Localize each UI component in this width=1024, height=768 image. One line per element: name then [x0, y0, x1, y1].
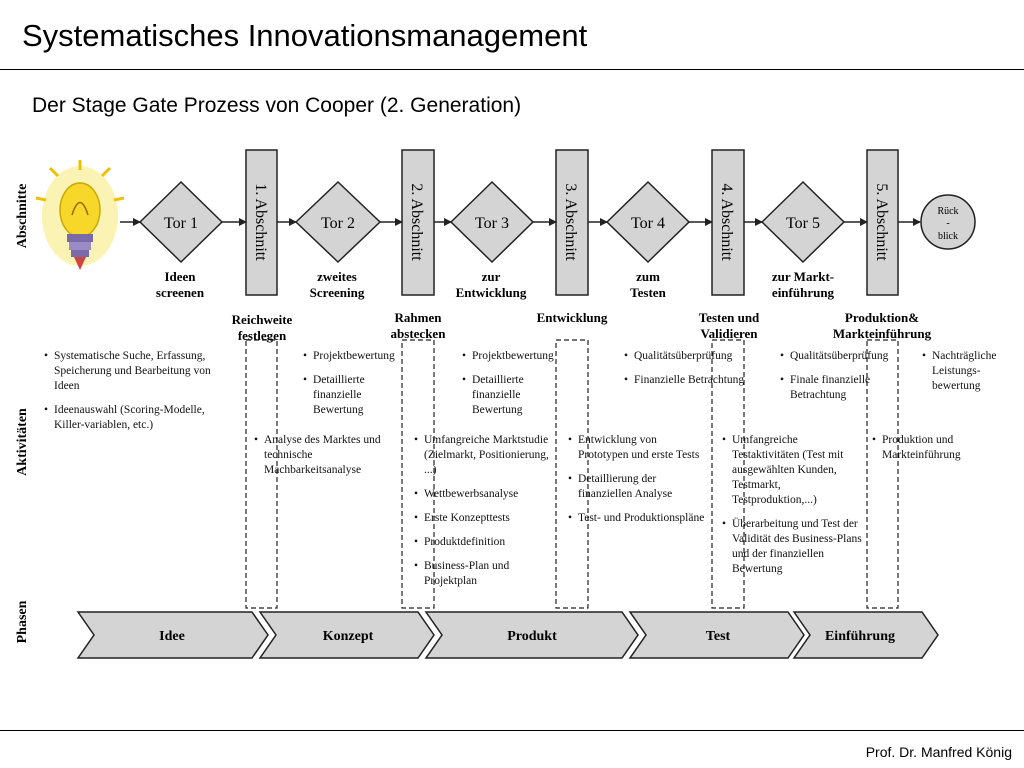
stage-3-name: Entwicklung [536, 310, 608, 325]
activity-item: • Umfangreiche Marktstudie (Zielmarkt, Positionierung, ...) [414, 433, 560, 478]
gate-2-label: Tor 2 [321, 215, 355, 232]
gate-5-label: Tor 5 [786, 215, 820, 232]
phase-label: Einführung [824, 629, 896, 644]
review-circle [921, 195, 975, 249]
activity-item: • Erste Konzepttests [414, 511, 560, 526]
lightbulb-icon [36, 160, 124, 270]
footer-author: Prof. Dr. Manfred König [865, 744, 1012, 760]
stage-4-name: Validieren [700, 326, 758, 341]
gate-4-caption: zum [636, 269, 660, 284]
activity-item: • Detaillierte finanzielle Bewertung [462, 373, 572, 418]
stage-2-activities [414, 433, 560, 598]
activity-item: • Finanzielle Betrachtung [624, 373, 770, 388]
stage-1-name: Reichweite [231, 312, 293, 327]
stage-2-name: Rahmen [394, 310, 442, 325]
stage-3-label: 3. Abschnitt [562, 183, 579, 261]
phase-einfuehrung [794, 612, 938, 658]
gate-4 [607, 182, 689, 300]
activity-item: • Qualitätsüberprüfung [780, 349, 900, 364]
gate-3-label: Tor 3 [475, 215, 509, 232]
activity-item: • Produktion und Markteinführung [872, 433, 1012, 463]
slide-subtitle: Der Stage Gate Prozess von Cooper (2. Generation) [32, 94, 522, 117]
activity-item: • Business-Plan und Projektplan [414, 559, 560, 589]
activity-item: • Finale finanzielle Betrachtung [780, 373, 900, 403]
gate-5 [762, 182, 844, 300]
phase-chevrons [78, 612, 938, 658]
gate-4-label: Tor 4 [631, 215, 665, 232]
phase-label: Konzept [322, 629, 374, 644]
activity-item: • Detaillierte finanzielle Bewertung [303, 373, 413, 418]
activity-item: • Detaillierung der finanziellen Analyse [568, 472, 708, 502]
gate-5-caption: einführung [771, 285, 835, 300]
gate-2-caption: zweites [317, 269, 357, 284]
gate-1 [140, 182, 222, 300]
stage-4-label: 4. Abschnitt [718, 183, 735, 261]
footer-divider [0, 730, 1024, 731]
stage-5-label: 5. Abschnitt [873, 183, 890, 261]
review-activities [922, 349, 1018, 403]
phase-produkt [426, 612, 638, 658]
phase-label: Produkt [507, 629, 557, 644]
gate-4-caption: Testen [630, 285, 666, 300]
activity-item: • Analyse des Marktes und technische Machbarkeitsanalyse [254, 433, 390, 478]
gate-3 [451, 182, 533, 300]
review-label: blick [938, 231, 958, 242]
stage-1-label: 1. Abschnitt [252, 183, 269, 261]
gate-4-activities [624, 349, 770, 397]
stage-3-activities [568, 433, 708, 535]
phase-idee [78, 612, 268, 658]
stage-4-activities [722, 433, 862, 586]
gate-3-caption: zur [481, 269, 501, 284]
activity-item: • Überarbeitung und Test der Validität des Business-Plans und der finanziellen Bewertung [722, 517, 862, 577]
stage-1-activities [254, 433, 390, 487]
row-label-stages: Abschnitte [15, 183, 30, 249]
review-label: - [946, 218, 950, 229]
gate-5-caption: zur Markt- [771, 269, 835, 284]
activity-item: • Umfangreiche Testaktivitäten (Test mit ausgewählten Kunden, Testmarkt, Testproduktion,...) [722, 433, 862, 508]
gate-2-caption: Screening [309, 285, 365, 300]
phase-konzept [260, 612, 434, 658]
gate-3-caption: Entwicklung [455, 285, 527, 300]
gate-1-label: Tor 1 [164, 215, 198, 232]
activity-item: • Projektbewertung [303, 349, 413, 364]
phase-label: Idee [159, 629, 185, 644]
gate-2 [296, 182, 380, 300]
activity-item: • Test- und Produktionspläne [568, 511, 708, 526]
stage-5-name: Produktion& [844, 310, 920, 325]
gate-1-activities [44, 349, 212, 442]
slide-title: Systematisches Innovationsmanagement [22, 18, 588, 53]
stage-5-activities [872, 433, 1012, 472]
row-label-activities: Aktivitäten [15, 408, 30, 476]
review-label: Rück [937, 206, 959, 217]
stage-1 [232, 150, 293, 608]
activity-item: • Projektbewertung [462, 349, 572, 364]
row-label-phases: Phasen [15, 600, 30, 644]
activity-item: • Nachträgliche Leistungs-bewertung [922, 349, 1018, 394]
phase-label: Test [705, 629, 731, 644]
activity-item: • Systematische Suche, Erfassung, Speicherung und Bearbeitung von Ideen [44, 349, 212, 394]
gate-1-caption: screenen [155, 285, 205, 300]
stage-2-name: abstecken [390, 326, 446, 341]
gate-3-activities [462, 349, 572, 427]
activity-item: • Ideenauswahl (Scoring-Modelle, Killer-variablen, etc.) [44, 403, 212, 433]
stage-4-name: Testen und [698, 310, 760, 325]
activity-item: • Wettbewerbsanalyse [414, 487, 560, 502]
stage-2-label: 2. Abschnitt [408, 183, 425, 261]
activity-item: • Produktdefinition [414, 535, 560, 550]
stage-5-name: Markteinführung [832, 326, 932, 341]
gate-5-activities [780, 349, 900, 412]
activity-item: • Entwicklung von Prototypen und erste Tests [568, 433, 708, 463]
activity-item: • Qualitätsüberprüfung [624, 349, 770, 364]
gate-2-activities [303, 349, 413, 427]
stage-1-name: festlegen [237, 328, 287, 343]
phase-test [630, 612, 804, 658]
gate-1-caption: Ideen [164, 269, 196, 284]
